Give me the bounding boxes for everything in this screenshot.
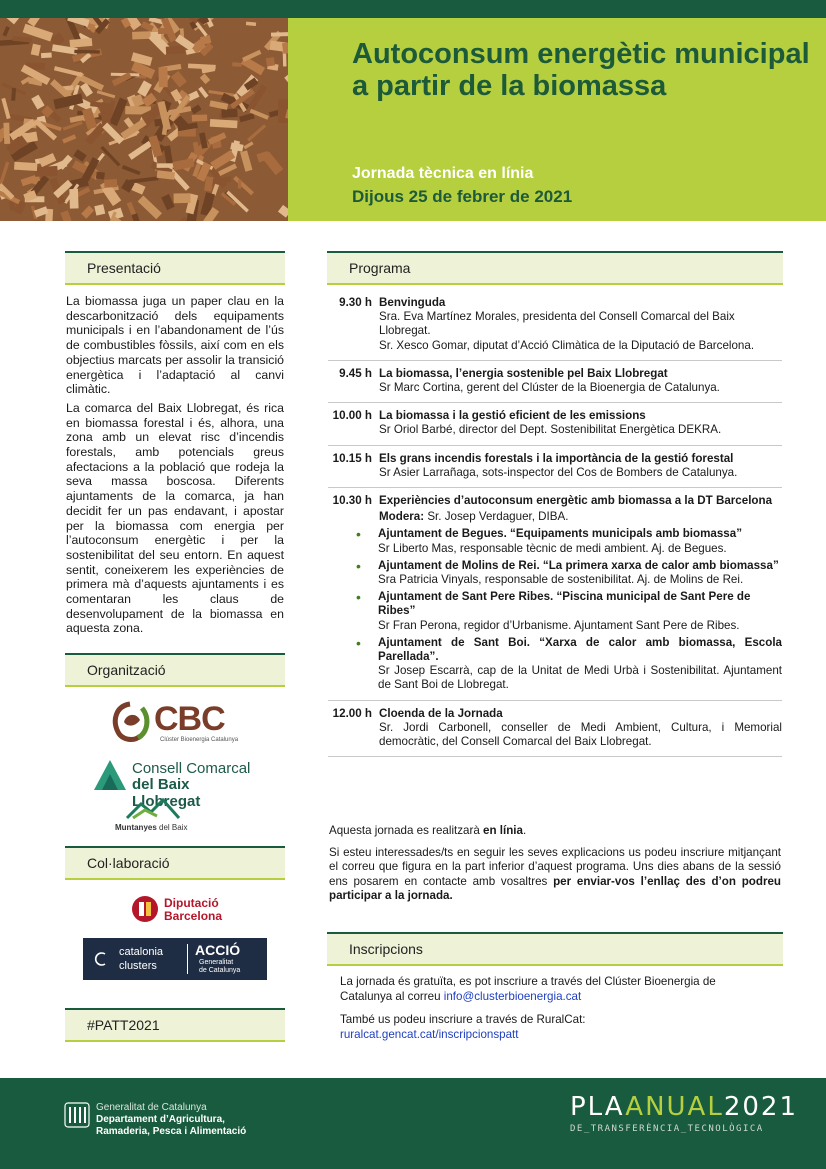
accio-wordmark: ACCIÓ (195, 942, 241, 958)
moderator (379, 510, 782, 524)
sub-item-speaker: Sra Patricia Vinyals, responsable de sostenibilitat. Aj. de Molins de Rei. (378, 573, 744, 587)
wood-chip (3, 123, 10, 144)
sub-item-speaker: Sr Fran Perona, regidor d’Urbanisme. Ajuntament Sant Pere de Ribes. (378, 618, 740, 632)
pla-anual-wordmark (570, 1092, 798, 1122)
muntanyes-word: Muntanyes (115, 823, 157, 832)
bullet-icon: • (356, 557, 361, 574)
programa-item (328, 290, 782, 361)
sub-item-title: Ajuntament de Sant Pere Ribes. “Piscina municipal de Sant Pere de Ribes” (378, 590, 751, 618)
accio-sub-2: de Catalunya (199, 967, 241, 974)
item-time: 10.30 h (332, 494, 372, 508)
wood-chip (14, 162, 37, 171)
muntanyes-icon (125, 798, 181, 820)
wood-chip (238, 179, 242, 188)
wood-chips-illustration (0, 18, 288, 221)
inscripcions-paragraph-2 (340, 1012, 770, 1042)
hero-panel (288, 18, 826, 221)
item-speaker: Sr. Jordi Carbonell, conseller de Medi Ambient, Cultura, i Memorial democràtic, del Consell Comarcal del Baix Llobregat. (379, 720, 782, 749)
sub-item (356, 526, 782, 555)
sub-item-title: Ajuntament de Sant Boi. “Xarxa de calor amb biomassa, Escola Parellada”. (378, 635, 782, 664)
programa-item (328, 361, 782, 403)
consell-comarcal-logo (92, 756, 262, 810)
wood-chip (158, 28, 171, 34)
wood-chip (41, 53, 52, 59)
wood-chip (192, 114, 208, 121)
item-time: 12.00 h (332, 706, 372, 720)
generalitat-emblem-icon (64, 1102, 90, 1128)
item-time: 10.00 h (332, 409, 372, 423)
muntanyes-del-baix-logo (115, 798, 215, 836)
participation-pre: Si esteu interessades/ts en seguir les seves explicacions us podeu inscriure mitjançant el correu que figura en la part inferior d’aquest programa. Uns dies abans de la sessió ens posarem en contacte amb vosaltres (329, 846, 781, 888)
wood-chip (266, 57, 275, 66)
presentacio-paragraph-1: La biomassa juga un paper clau en la descarbonització dels equipaments municipals i en l’abandonament de l’ús de combustibles fòssils, així com en els objectius marcats per assolir la transició energètica i l’adaptació al canvi climàtic. (66, 294, 285, 397)
consell-line-2: del Baix Llobregat (132, 776, 201, 810)
moderator-label: Modera: (379, 510, 425, 524)
accio-sub-1: Generalitat (199, 959, 234, 966)
item-title: La biomassa, l’energia sostenible pel Baix Llobregat (379, 366, 668, 380)
online-post: . (522, 824, 527, 837)
sub-item-title: Ajuntament de Begues. “Equipaments municipals amb biomassa” (378, 527, 742, 541)
cbc-leaf-icon (108, 700, 152, 744)
event-subtitle: Jornada tècnica en línia (352, 165, 534, 182)
section-heading-collaboracio: Col·laboració (65, 846, 285, 880)
item-speaker: Sr Oriol Barbé, director del Dept. Sostenibilitat Energètica DEKRA. (379, 423, 722, 437)
item-title: Cloenda de la Jornada (379, 706, 503, 720)
bullet-icon: • (356, 634, 361, 651)
wood-chip (96, 172, 105, 180)
muntanyes-label (115, 823, 188, 832)
sub-item (356, 589, 782, 633)
online-note (329, 824, 781, 838)
del-baix-word: del Baix (159, 823, 188, 832)
sub-item-speaker: Sr Josep Escarrà, cap de la Unitat de Medi Urbà i Sostenibilitat. Ajuntament de Sant Boi de Llobregat. (378, 664, 782, 692)
consell-line-1: Consell Comarcal (132, 760, 251, 777)
ruralcat-link[interactable]: ruralcat.gencat.cat/inscripcionspatt (340, 1028, 519, 1041)
moderator-name: Sr. Josep Verdaguer, DIBA. (424, 510, 569, 524)
wood-chip (210, 119, 238, 128)
top-bar (0, 0, 826, 18)
section-heading-presentacio: Presentació (65, 251, 285, 285)
diputacio-barcelona-logo (131, 895, 231, 925)
wood-chip (158, 67, 167, 87)
section-heading-organitzacio: Organització (65, 653, 285, 687)
divider (187, 944, 188, 974)
mountain-icon (92, 756, 128, 792)
hero-image-wood-chips (0, 18, 288, 221)
online-info (329, 824, 781, 907)
programa-item (328, 446, 782, 488)
programa-item (328, 403, 782, 445)
wood-chip (166, 45, 185, 54)
item-title: Benvinguda (379, 296, 446, 309)
wood-chip (221, 109, 237, 118)
item-speaker: Sr Marc Cortina, gerent del Clúster de la Bioenergia de Catalunya. (379, 381, 720, 395)
generalitat-line-2: Departament d’Agricultura, (96, 1114, 225, 1125)
generalitat-line-3: Ramaderia, Pesca i Alimentació (96, 1126, 247, 1137)
presentacio-paragraph-2: La comarca del Baix Llobregat, és rica en biomassa forestal i és, alhora, una zona amb un elevat risc d’incendis forestals, amb potencials greus afectacions a la població que rodeja la seva massa boscosa. Diferents ajuntaments de la comarca, ja han decidit fer un pas endavant, i apostar per la biomassa com energia per l’autoconsum energètic i per la sostenibilitat del seu entorn. En aquest sentit, coneixerem les experiències de primera mà d’aquests ajuntaments i es comentaran les claus de desenvolupament de la biomassa en aquesta zona. (66, 400, 284, 636)
online-pre: Aquesta jornada es realitzarà (329, 824, 484, 837)
bullet-icon: • (356, 589, 361, 606)
wood-chip (271, 32, 288, 37)
diputacio-line-2: Barcelona (164, 909, 223, 923)
item-title: Els grans incendis forestals i la importància de la gestió forestal (379, 451, 734, 465)
inscripcions-p1-text: La jornada és gratuïta, es pot inscriure a través del Clúster Bioenergia de Catalunya al correu (340, 975, 716, 1003)
pla-anual-subtitle: DE_TRANSFERÈNCIA_TECNOLÒGICA (570, 1124, 764, 1134)
wood-chip (232, 62, 242, 67)
clusters-c-icon (93, 951, 109, 967)
section-heading-programa: Programa (327, 251, 783, 285)
cbc-subtitle: Clúster Bioenergia Catalunya (160, 737, 239, 743)
cbc-logo (108, 700, 248, 748)
anual-word: ANUAL (625, 1092, 724, 1122)
event-date: Dijous 25 de febrer de 2021 (352, 187, 573, 206)
programa-item (328, 701, 782, 758)
participation-note (329, 846, 781, 903)
inscripcions-paragraph-1 (340, 974, 770, 1004)
year-word: 2021 (723, 1092, 798, 1122)
sub-item (356, 634, 782, 693)
sub-item-speaker: Sr Liberto Mas, responsable tècnic de medi ambient. Aj. de Begues. (378, 541, 727, 555)
clusters-line-2: clusters (119, 960, 157, 972)
clusters-line-1: catalonia (119, 946, 164, 958)
generalitat-line-1: Generalitat de Catalunya (96, 1102, 207, 1113)
programa-item (328, 488, 782, 701)
programa-list (328, 290, 782, 757)
wood-chip (35, 166, 58, 177)
item-speaker: Sr Asier Larrañaga, sots-inspector del Cos de Bombers de Catalunya. (379, 465, 738, 479)
footer (0, 1078, 826, 1169)
email-link[interactable]: info@clusterbioenergia.cat (443, 990, 582, 1003)
item-title: La biomassa i la gestió eficient de les emissions (379, 409, 646, 423)
presentacio-text (66, 294, 284, 640)
section-heading-inscripcions: Inscripcions (327, 932, 783, 966)
online-bold: en línia (483, 824, 523, 837)
wood-chip (104, 179, 117, 188)
sub-item (356, 557, 782, 587)
wood-chip (278, 99, 288, 123)
diputacio-line-1: Diputació (164, 896, 219, 910)
page-title: Autoconsum energètic municipal a partir de la biomassa (352, 38, 810, 102)
inscripcions-p2-text: També us podeu inscriure a través de RuralCat: (340, 1013, 586, 1026)
sub-item-title: Ajuntament de Molins de Rei. “La primera xarxa de calor amb biomassa” (378, 558, 779, 572)
catalonia-clusters-accio-logo (83, 938, 267, 980)
wood-chip (174, 193, 191, 203)
cbc-wordmark: CBC (154, 700, 225, 738)
item-time: 9.30 h (339, 296, 372, 309)
item-speaker: Sr. Xesco Gomar, diputat d’Acció Climàtica de la Diputació de Barcelona. (379, 338, 755, 352)
item-title: Experiències d’autoconsum energètic amb biomassa a la DT Barcelona (379, 494, 773, 508)
item-time: 10.15 h (332, 451, 372, 465)
inscripcions-text (340, 974, 770, 1046)
item-speaker: Sra. Eva Martínez Morales, presidenta del Consell Comarcal del Baix Llobregat. (379, 310, 735, 338)
pla-word: PLA (570, 1092, 626, 1122)
diputacio-shield-icon (131, 895, 159, 923)
wood-chip (74, 50, 99, 54)
wood-chip (69, 189, 78, 209)
bullet-icon: • (356, 526, 361, 543)
participation-bold: per enviar-vos l’enllaç des d’on podreu participar a la jornada. (329, 874, 781, 902)
item-time: 9.45 h (339, 366, 372, 380)
hashtag-box: #PATT2021 (65, 1008, 285, 1042)
